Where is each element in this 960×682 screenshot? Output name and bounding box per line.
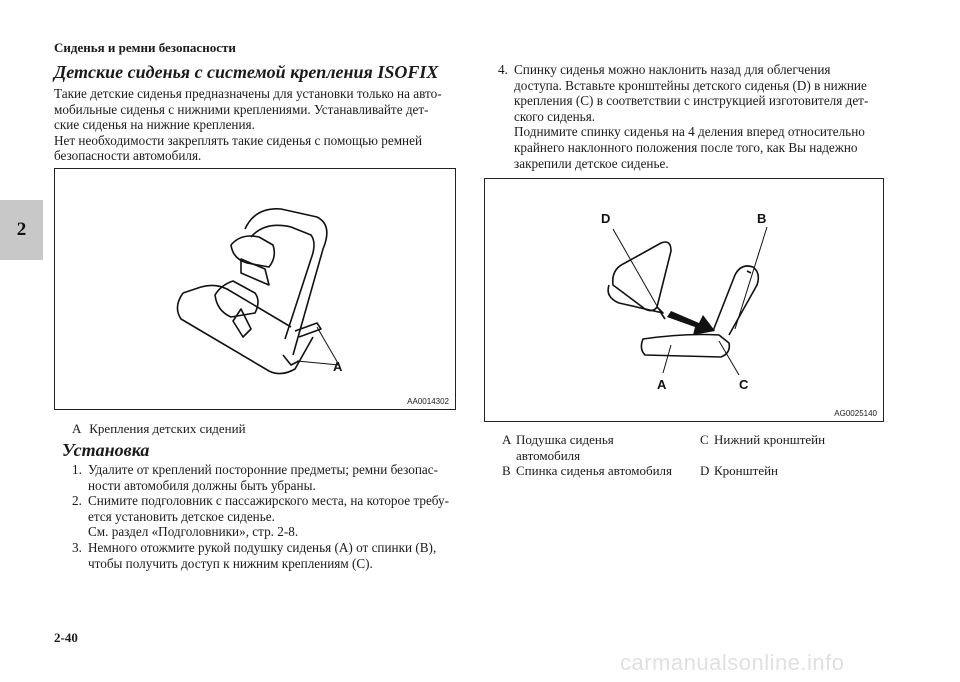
step-item <box>72 493 472 540</box>
step-line: крепления (С) в соответствии с инструкцией изготовителя дет- <box>514 93 869 109</box>
label-a: A <box>657 377 667 392</box>
install-steps <box>72 462 472 571</box>
step-line: крайнего наклонного положения после того, как Вы надежно <box>514 139 858 155</box>
intro-line: ские сиденья на нижние крепления. <box>54 117 255 133</box>
page-number: 2-40 <box>54 630 78 645</box>
legend-key: C <box>700 432 709 447</box>
label-c: C <box>739 377 749 392</box>
step-four <box>498 62 898 171</box>
legend-item <box>700 463 778 479</box>
figure-legend <box>72 421 246 437</box>
step-line: Спинку сиденья можно наклонить назад для облегчения <box>514 62 831 77</box>
section-tab <box>0 200 43 260</box>
label-b: B <box>757 211 767 226</box>
intro-line: Нет необходимости закреплять такие сиденья с помощью ремней <box>54 132 423 148</box>
insert-arrow-icon <box>667 311 715 335</box>
label-d: D <box>601 211 611 226</box>
step-line: ского сиденья. <box>514 108 596 124</box>
step-number: 1. <box>72 462 82 477</box>
step-line: закрепили детское сиденье. <box>514 155 669 171</box>
legend-text: Спинка сиденья автомобиля <box>516 463 673 478</box>
legend-key: A <box>502 432 512 447</box>
section-tab-label: 2 <box>16 219 27 240</box>
step-line: Немного отожмите рукой подушку сиденья (А) от спинки (В), <box>88 539 437 555</box>
step-line: Удалите от креплений посторонние предметы; ремни безопас- <box>88 462 438 477</box>
step-number: 4. <box>498 62 508 77</box>
subheading: Установка <box>62 440 150 460</box>
step-line: Поднимите спинку сиденья на 4 деления вперед относительно <box>514 124 865 140</box>
legend-text: автомобиля <box>516 447 581 463</box>
legend-text: Подушка сиденья <box>516 432 614 447</box>
step-number: 3. <box>72 539 82 555</box>
watermark: carmanualsonline.info <box>620 650 845 675</box>
step-line: чтобы получить доступ к нижним креплениям (С). <box>88 555 373 571</box>
legend-key: D <box>700 463 710 478</box>
section-heading: Детские сиденья с системой крепления ISOFIX <box>54 62 439 82</box>
step-line: См. раздел «Подголовники», стр. 2-8. <box>88 524 299 540</box>
callout-a: A <box>333 359 343 374</box>
vehicle-seat-illustration <box>485 179 883 421</box>
intro-line: мобильные сиденья с нижними креплениями. Устанавливайте дет- <box>54 101 429 117</box>
step-line: ется установить детское сиденье. <box>88 508 275 524</box>
legend-text: Крепления детских сидений <box>89 421 246 436</box>
intro-line: Такие детские сиденья предназначены для установки только на авто- <box>54 86 442 101</box>
legend-item <box>700 432 825 448</box>
step-line: ности автомобиля должны быть убраны. <box>88 477 316 493</box>
step-item <box>72 462 472 493</box>
legend-item <box>502 432 614 463</box>
intro-line: безопасности автомобиля. <box>54 148 202 164</box>
step-line: доступа. Вставьте кронштейны детского сиденья (D) в нижние <box>514 77 867 93</box>
child-seat-illustration <box>55 169 455 409</box>
figure-id: AA0014302 <box>407 397 449 406</box>
legend-text: Нижний кронштейн <box>714 432 826 447</box>
child-seat-figure <box>54 168 456 410</box>
legend-key: A <box>72 421 82 436</box>
step-line: Снимите подголовник с пассажирского места, на которое требу- <box>88 493 449 509</box>
figure-id: AG0025140 <box>834 409 877 418</box>
vehicle-seat-figure <box>484 178 884 422</box>
legend-key: B <box>502 463 511 478</box>
legend-text: Кронштейн <box>714 463 779 478</box>
step-number: 2. <box>72 493 82 509</box>
legend-item <box>502 463 672 479</box>
running-header: Сиденья и ремни безопасности <box>54 40 236 55</box>
intro-paragraph <box>54 86 474 164</box>
step-item <box>72 540 472 571</box>
